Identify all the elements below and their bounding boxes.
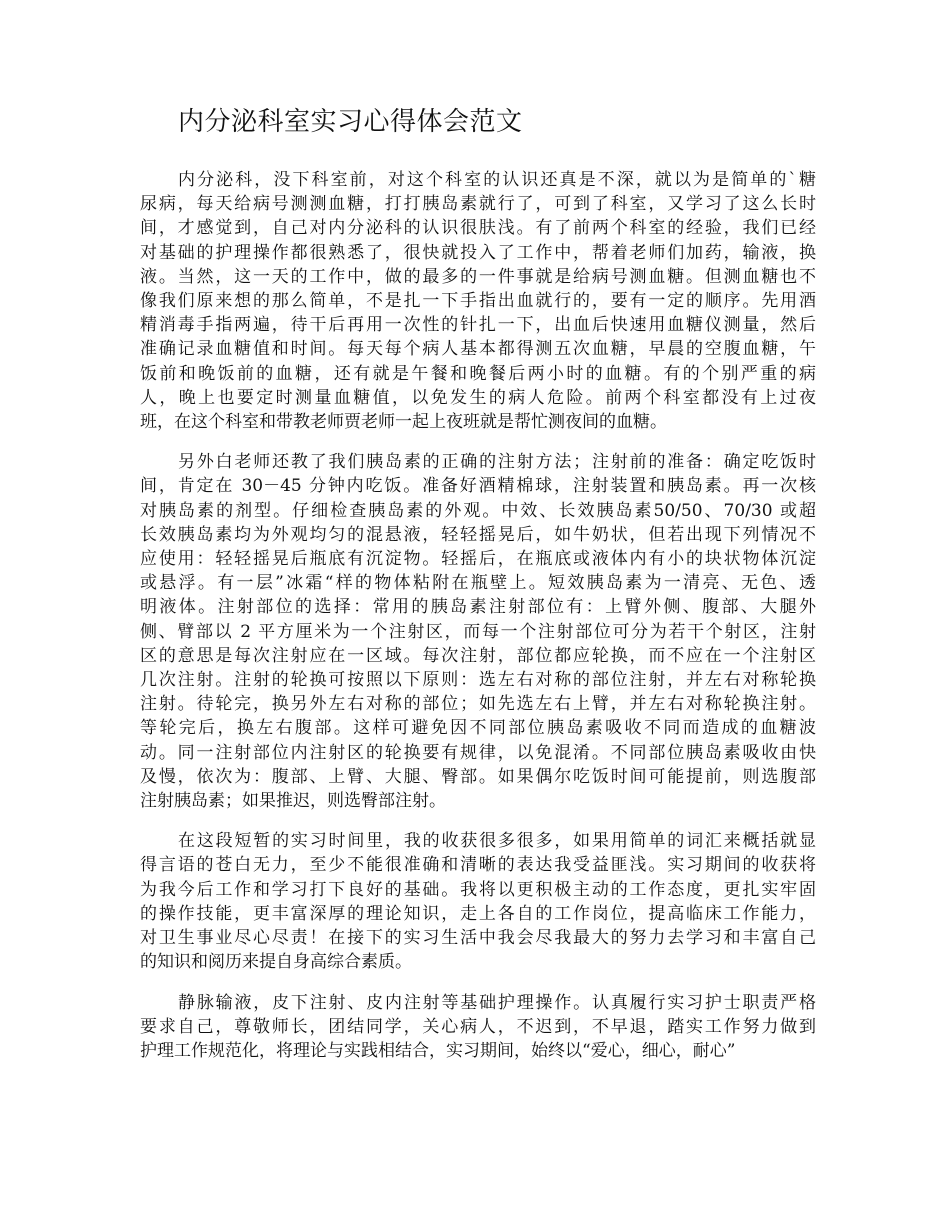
- text-line: 尿病，每天给病号测测血糖，打打胰岛素就行了，可到了科室，又学习了这么长时: [140, 194, 816, 215]
- text-line: 间，才感觉到，自己对内分泌科的认识很肤浅。有了前两个科室的经验，我们已经: [140, 218, 816, 239]
- text-line: 及慢，依次为：腹部、上臂、大腿、臀部。如果偶尔吃饭时间可能提前，则选腹部: [140, 766, 816, 787]
- text-line: 的操作技能，更丰富深厚的理论知识，走上各自的工作岗位，提高临床工作能力，: [140, 903, 816, 924]
- document-body: [140, 168, 816, 1079]
- text-line: 或悬浮。有一层”冰霜“样的物体粘附在瓶壁上。短效胰岛素为一清亮、无色、透: [140, 573, 816, 594]
- text-line: 内分泌科，没下科室前，对这个科室的认识还真是不深，就以为是简单的`糖: [178, 170, 816, 190]
- text-line: 为我今后工作和学习打下良好的基础。我将以更积极主动的工作态度，更扎实牢固: [140, 879, 816, 900]
- text-line: 动。同一注射部位内注射区的轮换要有规律，以免混淆。不同部位胰岛素吸收由快: [140, 742, 816, 763]
- text-line: 饭前和晚饭前的血糖，还有就是午餐和晚餐后两小时的血糖。有的个别严重的病: [140, 363, 816, 384]
- text-line: 护理工作规范化，将理论与实践相结合，实习期间，始终以“爱心，细心，耐心”: [140, 1040, 736, 1061]
- text-line: 对卫生事业尽心尽责！在接下的实习生活中我会尽我最大的努力去学习和丰富自己: [140, 928, 816, 949]
- text-line: 在这段短暂的实习时间里，我的收获很多很多，如果用简单的词汇来概括就显: [178, 831, 816, 852]
- text-line: 对胰岛素的剂型。仔细检查胰岛素的外观。中效、长效胰岛素50/50、70/30 或超: [140, 500, 816, 521]
- text-line: 液。当然，这一天的工作中，做的最多的一件事就是给病号测血糖。但测血糖也不: [140, 266, 816, 287]
- text-line: 准确记录血糖值和时间。每天每个病人基本都得测五次血糖，早晨的空腹血糖，午: [140, 339, 816, 360]
- text-line: 长效胰岛素均为外观均匀的混悬液，轻轻摇晃后，如牛奶状，但若出现下列情况不: [140, 524, 816, 545]
- text-line: 得言语的苍白无力，至少不能很准确和清晰的表达我受益匪浅。实习期间的收获将: [140, 855, 816, 876]
- text-line: 区的意思是每次注射应在一区域。每次注射，部位都应轮换，而不应在一个注射区: [140, 645, 816, 666]
- text-line: 侧、臂部以 2 平方厘米为一个注射区，而每一个注射部位可分为若干个射区，注射: [140, 621, 816, 642]
- text-line: 对基础的护理操作都很熟悉了，很快就投入了工作中，帮着老师们加药，输液，换: [140, 242, 816, 263]
- text-line: 要求自己，尊敬师长，团结同学，关心病人，不迟到，不早退，踏实工作努力做到: [140, 1016, 816, 1037]
- text-line: 等轮完后，换左右腹部。这样可避免因不同部位胰岛素吸收不同而造成的血糖波: [140, 718, 816, 739]
- text-line: 应使用：轻轻摇晃后瓶底有沉淀物。轻摇后，在瓶底或液体内有小的块状物体沉淀: [140, 549, 816, 570]
- text-line: 人，晚上也要定时测量血糖值，以免发生的病人危险。前两个科室都没有上过夜: [140, 387, 816, 408]
- paragraph-internship-gains: [140, 829, 816, 974]
- text-line: 几次注射。注射的轮换可按照以下原则：选左右对称的部位注射，并左右对称轮换: [140, 670, 816, 691]
- paragraph-insulin-injection: [140, 450, 816, 813]
- text-line: 间，肯定在 30－45 分钟内吃饭。准备好酒精棉球，注射装置和胰岛素。再一次核: [140, 476, 816, 497]
- text-line: 精消毒手指两遍，待干后再用一次性的针扎一下，出血后快速用血糖仪测量，然后: [140, 315, 816, 336]
- text-line: 班，在这个科室和带教老师贾老师一起上夜班就是帮忙测夜间的血糖。: [140, 412, 667, 433]
- text-line: 另外白老师还教了我们胰岛素的正确的注射方法；注射前的准备：确定吃饭时: [178, 452, 816, 473]
- document-title: 内分泌科室实习心得体会范文: [178, 107, 523, 137]
- text-line: 注射胰岛素；如果推迟，则选臀部注射。: [140, 791, 446, 812]
- text-line: 静脉输液，皮下注射、皮内注射等基础护理操作。认真履行实习护士职责严格: [178, 992, 816, 1013]
- text-line: 像我们原来想的那么简单，不是扎一下手指出血就行的，要有一定的顺序。先用酒: [140, 291, 816, 312]
- text-line: 明液体。注射部位的选择：常用的胰岛素注射部位有：上臂外侧、腹部、大腿外: [140, 597, 816, 618]
- text-line: 注射。待轮完，换另外左右对称的部位；如先选左右上臂，并左右对称轮换注射。: [140, 694, 816, 715]
- paragraph-diabetes-care: [140, 168, 816, 434]
- paragraph-nursing-duties: [140, 991, 816, 1064]
- text-line: 的知识和阅历来提自身高综合素质。: [140, 952, 412, 973]
